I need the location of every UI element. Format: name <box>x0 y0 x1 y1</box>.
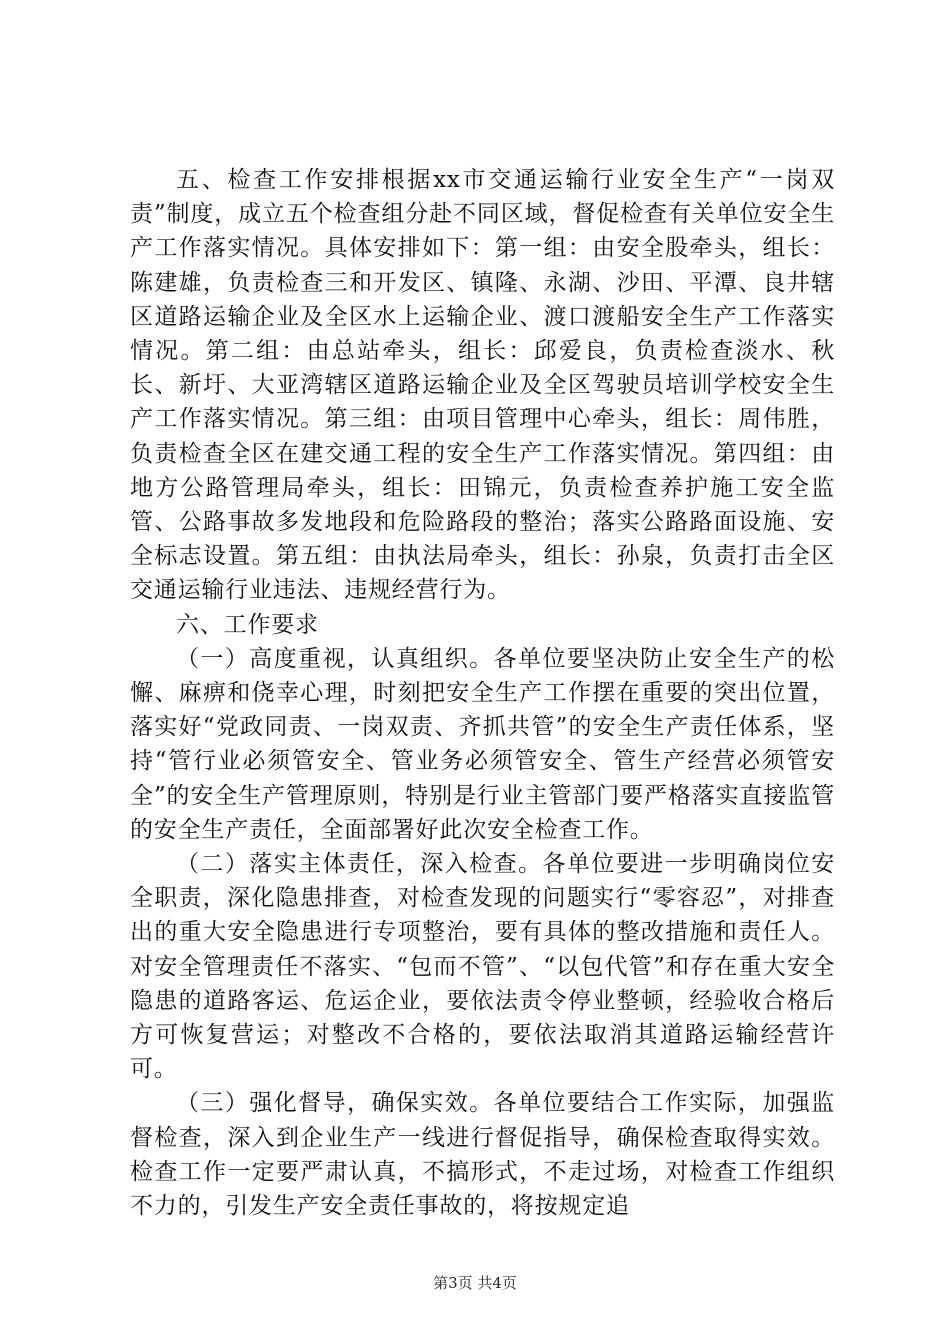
section-heading-work-requirements: 六、工作要求 <box>176 611 319 638</box>
paragraph-requirement-2: （二）落实主体责任，深入检查。各单位要进一步明确岗位安全职责，深化隐患排查，对检查发现的问题实行“零容忍”，对排查出的重大安全隐患进行专项整治，要有具体的整改措施和责任人。对安全管理责任不落实、“包而不管”、“以包代管”和存在重大安全隐患的道路客运、危运企业，要依法责令停业整顿，经验收合格后方可恢复营运；对整改不合格的，要依法取消其道路运输经营许可。 <box>130 851 835 1083</box>
paragraph-inspection-arrangement: 五、检查工作安排根据xx市交通运输行业安全生产“一岗双责”制度，成立五个检查组分赴不同区域，督促检查有关单位安全生产工作落实情况。具体安排如下：第一组：由安全股牵头，组长：陈建雄，负责检查三和开发区、镇隆、永湖、沙田、平潭、良井辖区道路运输企业及全区水上运输企业、渡口渡船安全生产工作落实情况。第二组：由总站牵头，组长：邱爱良，负责检查淡水、秋长、新圩、大亚湾辖区道路运输企业及全区驾驶员培训学校安全生产工作落实情况。第三组：由项目管理中心牵头，组长：周伟胜，负责检查全区在建交通工程的安全生产工作落实情况。第四组：由地方公路管理局牵头，组长：田锦元，负责检查养护施工安全监管、公路事故多发地段和危险路段的整治；落实公路路面设施、安全标志设置。第五组：由执法局牵头，组长：孙泉，负责打击全区交通运输行业违法、违规经营行为。 <box>130 167 835 604</box>
paragraph-requirement-3: （三）强化督导，确保实效。各单位要结合工作实际，加强监督检查，深入到企业生产一线进行督促指导，确保检查取得实效。检查工作一定要严肃认真，不搞形式，不走过场，对检查工作组织不力的，引发生产安全责任事故的，将按规定追 <box>130 1090 835 1220</box>
page-number-footer: 第3页 共4页 <box>433 1274 517 1292</box>
paragraph-requirement-1: （一）高度重视，认真组织。各单位要坚决防止安全生产的松懈、麻痹和侥幸心理，时刻把安全生产工作摆在重要的突出位置，落实好“党政同责、一岗双责、齐抓共管”的安全生产责任体系，坚持“管行业必须管安全、管业务必须管安全、管生产经营必须管安全”的安全生产管理原则，特别是行业主管部门要严格落实直接监管的安全生产责任，全面部署好此次安全检查工作。 <box>130 645 835 843</box>
document-body <box>130 163 835 1223</box>
